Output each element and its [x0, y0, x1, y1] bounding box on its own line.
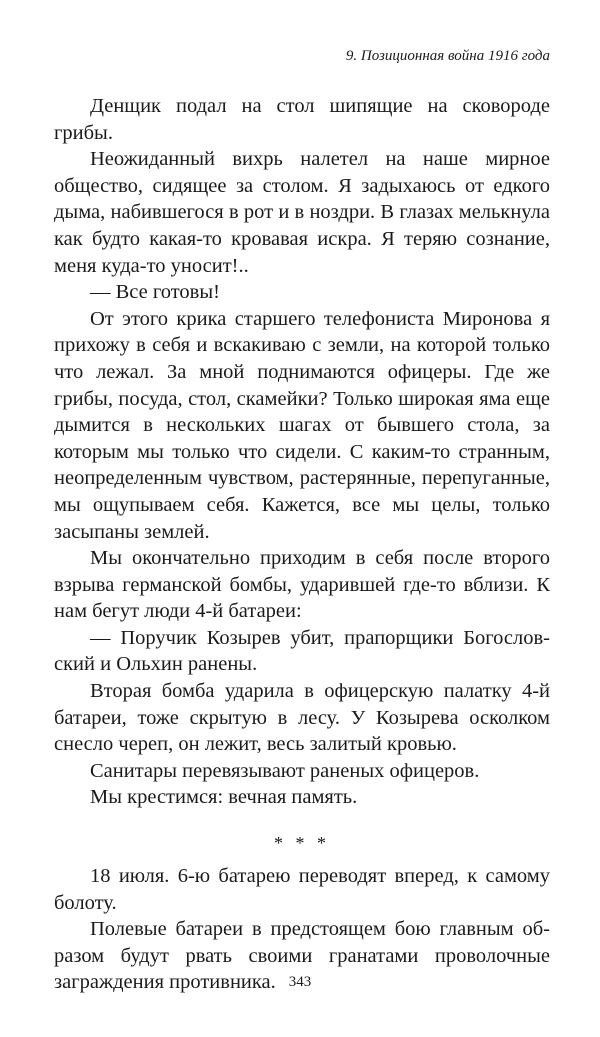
- paragraph: — Поручик Козырев убит, прапорщики Богословский и Ольхин ранены.: [54, 626, 550, 676]
- paragraph: Мы окончательно приходим в себя после второго взрыва германской бомбы, ударившей где-то вблизи. К нам бегут люди 4-й батареи:: [54, 547, 550, 623]
- page-number: 343: [288, 974, 312, 990]
- running-head: 9. Позиционная война 1916 года: [345, 48, 550, 64]
- section-separator: * * *: [274, 833, 330, 854]
- text-block: [54, 93, 550, 996]
- paragraph: Санитары перевязывают раненых офицеров.: [90, 759, 480, 782]
- paragraph: 18 июля. 6-ю батарею переводят вперед, к самому болоту.: [54, 865, 550, 914]
- paragraph: Вторая бомба ударила в офицерскую палатку 4-й батареи, тоже скрытую в лесу. У Козырева осколком снесло череп, он лежит, весь залитый кровью.: [54, 680, 550, 756]
- paragraph: — Все готовы!: [90, 281, 220, 304]
- paragraph: От этого крика старшего телефониста Миронова я прихожу в себя и вскакиваю с земли, на которой только что лежал. За мной поднимаются офицеры. Где же грибы, посуда, стол, скамейки? Только широкая яма еще дымится в нескольких шагах от бывшего стола, за которым мы только что сидели. С каким-то странным, неопределенным чувством, растерянные, перепуганные, мы ощупываем себя. Кажется, все мы целы, только засыпаны землей.: [54, 307, 550, 543]
- paragraph: Неожиданный вихрь налетел на наше мирное общество, сидящее за столом. Я задыхаюсь от едкого дыма, набившегося в рот и в ноздри. В глазах мелькнула как будто какая-то кровавая искра. Я теряю сознание, меня куда-то уносит!..: [54, 148, 550, 277]
- paragraph: Мы крестимся: вечная память.: [90, 786, 358, 809]
- paragraph: Денщик подал на стол шипящие на сковороде грибы.: [54, 95, 550, 144]
- paragraph: Полевые батареи в предстоящем бою главным образом будут рвать своими гранатами проволочные заграждения противника.: [54, 918, 550, 994]
